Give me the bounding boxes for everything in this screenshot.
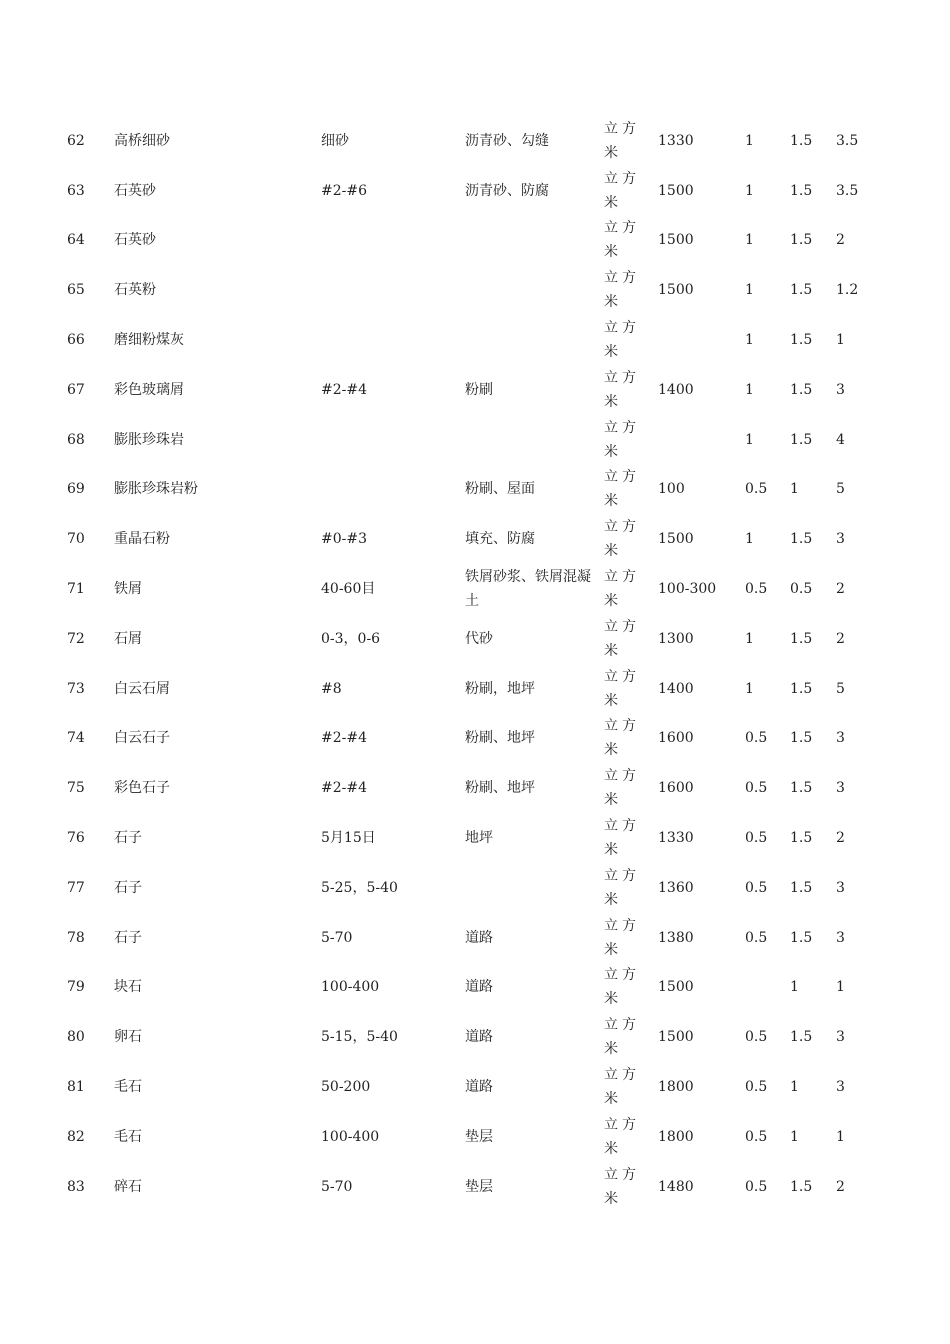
value-1: 0.5 <box>745 730 768 747</box>
value-2: 1.5 <box>790 381 813 398</box>
row-number: 81 <box>67 1079 85 1096</box>
row-number: 76 <box>67 830 85 847</box>
material-name: 膨胀珍珠岩 <box>114 431 184 448</box>
material-density: 1360 <box>658 879 694 896</box>
table-row <box>0 664 950 714</box>
value-3: 2 <box>836 581 845 598</box>
value-2: 1.5 <box>790 332 813 349</box>
material-use: 道路 <box>465 979 493 996</box>
material-unit: 立方米 <box>604 220 640 261</box>
material-spec: 100-400 <box>321 979 380 996</box>
value-2: 1.5 <box>790 680 813 697</box>
material-spec: #2-#4 <box>321 730 368 747</box>
material-unit: 立方米 <box>604 369 640 410</box>
value-1: 0.5 <box>745 1029 768 1046</box>
row-number: 68 <box>67 431 85 448</box>
value-2: 1.5 <box>790 830 813 847</box>
material-name: 重晶石粉 <box>114 531 170 548</box>
value-3: 5 <box>836 680 845 697</box>
table-row <box>0 465 950 515</box>
material-use: 粉刷 <box>465 381 493 398</box>
value-1: 1 <box>745 232 754 249</box>
material-spec: 50-200 <box>321 1079 371 1096</box>
value-1: 1 <box>745 630 754 647</box>
row-number: 74 <box>67 730 85 747</box>
material-name: 彩色玻璃屑 <box>114 381 184 398</box>
value-3: 1 <box>836 1128 845 1145</box>
material-use: 道路 <box>465 929 493 946</box>
value-1: 0.5 <box>745 929 768 946</box>
table-row <box>0 216 950 266</box>
material-spec: #0-#3 <box>321 531 368 548</box>
material-unit: 立方米 <box>604 618 640 659</box>
material-name: 白云石子 <box>114 730 170 747</box>
value-1: 1 <box>745 332 754 349</box>
value-2: 1.5 <box>790 929 813 946</box>
material-unit: 立方米 <box>604 519 640 560</box>
row-number: 82 <box>67 1128 85 1145</box>
value-1: 1 <box>745 132 754 149</box>
row-number: 72 <box>67 630 85 647</box>
value-2: 1.5 <box>790 182 813 199</box>
material-spec: #2-#4 <box>321 381 368 398</box>
row-number: 83 <box>67 1178 85 1195</box>
material-density: 1330 <box>658 132 694 149</box>
value-2: 1 <box>790 481 799 498</box>
value-3: 3 <box>836 381 845 398</box>
material-spec: 细砂 <box>321 132 349 149</box>
material-use: 道路 <box>465 1029 493 1046</box>
material-spec <box>321 465 451 515</box>
material-density: 1400 <box>658 381 694 398</box>
material-unit: 立方米 <box>604 1067 640 1108</box>
value-1: 0.5 <box>745 1128 768 1145</box>
value-3: 3.5 <box>836 132 859 149</box>
material-use <box>465 415 595 465</box>
value-3: 2 <box>836 630 845 647</box>
material-unit: 立方米 <box>604 270 640 311</box>
material-name: 碎石 <box>114 1178 142 1195</box>
table-row <box>0 365 950 415</box>
material-unit: 立方米 <box>604 320 640 361</box>
value-1: 0.5 <box>745 780 768 797</box>
row-number: 66 <box>67 332 85 349</box>
material-use <box>465 265 595 315</box>
material-use: 填充、防腐 <box>465 531 535 548</box>
value-2: 1.5 <box>790 531 813 548</box>
value-3: 3 <box>836 929 845 946</box>
table-row <box>0 1112 950 1162</box>
row-number: 71 <box>67 581 85 598</box>
material-density: 1600 <box>658 780 694 797</box>
value-2: 0.5 <box>790 581 813 598</box>
material-spec: 5-15，5-40 <box>321 1029 398 1046</box>
material-spec <box>321 216 451 266</box>
material-spec: 100-400 <box>321 1128 380 1145</box>
value-2: 1.5 <box>790 1178 813 1195</box>
material-name: 石子 <box>114 929 142 946</box>
material-density: 1380 <box>658 929 694 946</box>
value-2: 1.5 <box>790 879 813 896</box>
value-3: 1 <box>836 979 845 996</box>
material-unit: 立方米 <box>604 419 640 460</box>
material-use: 沥青砂、勾缝 <box>465 132 549 149</box>
value-2: 1.5 <box>790 132 813 149</box>
material-name: 毛石 <box>114 1128 142 1145</box>
material-name: 石英砂 <box>114 182 156 199</box>
material-density: 1800 <box>658 1128 694 1145</box>
value-1: 0.5 <box>745 481 768 498</box>
value-3: 3 <box>836 531 845 548</box>
table-row <box>0 415 950 465</box>
value-3: 1 <box>836 332 845 349</box>
material-spec <box>321 315 451 365</box>
material-density: 1480 <box>658 1178 694 1195</box>
material-name: 铁屑 <box>114 581 142 598</box>
value-2: 1 <box>790 1128 799 1145</box>
material-unit: 立方米 <box>604 120 640 161</box>
table-row <box>0 116 950 166</box>
material-density: 1500 <box>658 1029 694 1046</box>
material-density <box>658 315 738 365</box>
material-spec: 0-3，0-6 <box>321 630 381 647</box>
material-spec: #2-#4 <box>321 780 368 797</box>
row-number: 69 <box>67 481 85 498</box>
value-1: 1 <box>745 680 754 697</box>
table-row <box>0 714 950 764</box>
value-3: 3 <box>836 780 845 797</box>
table-row <box>0 913 950 963</box>
row-number: 67 <box>67 381 85 398</box>
material-density: 1500 <box>658 979 694 996</box>
value-1: 1 <box>745 381 754 398</box>
material-unit: 立方米 <box>604 1166 640 1207</box>
material-density: 1500 <box>658 531 694 548</box>
material-use: 铁屑砂浆、铁屑混凝土 <box>465 569 591 610</box>
material-density: 100-300 <box>658 581 717 598</box>
table-row <box>0 813 950 863</box>
material-name: 高桥细砂 <box>114 132 170 149</box>
material-unit: 立方米 <box>604 867 640 908</box>
material-use: 粉刷、屋面 <box>465 481 535 498</box>
row-number: 80 <box>67 1029 85 1046</box>
material-name: 毛石 <box>114 1079 142 1096</box>
material-name: 白云石屑 <box>114 680 170 697</box>
value-2: 1.5 <box>790 1029 813 1046</box>
value-3: 1.2 <box>836 282 859 299</box>
material-unit: 立方米 <box>604 818 640 859</box>
material-use <box>465 216 595 266</box>
material-density: 1500 <box>658 232 694 249</box>
material-unit: 立方米 <box>604 1017 640 1058</box>
row-number: 70 <box>67 531 85 548</box>
table-row <box>0 166 950 216</box>
value-1: 1 <box>745 182 754 199</box>
value-3: 2 <box>836 830 845 847</box>
row-number: 62 <box>67 132 85 149</box>
material-use: 粉刷，地坪 <box>465 680 535 697</box>
value-1: 1 <box>745 431 754 448</box>
value-2: 1.5 <box>790 730 813 747</box>
value-3: 2 <box>836 232 845 249</box>
material-use: 代砂 <box>465 630 493 647</box>
value-3: 4 <box>836 431 845 448</box>
table-row <box>0 315 950 365</box>
material-use <box>465 315 595 365</box>
row-number: 73 <box>67 680 85 697</box>
table-row <box>0 614 950 664</box>
value-1: 1 <box>745 282 754 299</box>
material-density: 1800 <box>658 1079 694 1096</box>
value-1: 1 <box>745 531 754 548</box>
row-number: 65 <box>67 282 85 299</box>
material-density: 1400 <box>658 680 694 697</box>
material-density: 1330 <box>658 830 694 847</box>
material-name: 磨细粉煤灰 <box>114 332 184 349</box>
value-3: 3 <box>836 1079 845 1096</box>
value-1: 0.5 <box>745 830 768 847</box>
material-use: 粉刷、地坪 <box>465 780 535 797</box>
material-spec: #8 <box>321 680 342 697</box>
material-name: 膨胀珍珠岩粉 <box>114 481 198 498</box>
table-row <box>0 863 950 913</box>
value-2: 1.5 <box>790 780 813 797</box>
material-name: 卵石 <box>114 1029 142 1046</box>
material-spec: 5月15日 <box>321 830 376 847</box>
value-2: 1 <box>790 1079 799 1096</box>
material-density: 100 <box>658 481 685 498</box>
material-spec: #2-#6 <box>321 182 368 199</box>
material-spec: 5-25，5-40 <box>321 879 398 896</box>
material-use: 粉刷、地坪 <box>465 730 535 747</box>
table-row <box>0 564 950 614</box>
value-3: 3 <box>836 730 845 747</box>
table-row <box>0 963 950 1013</box>
row-number: 78 <box>67 929 85 946</box>
material-use <box>465 863 595 913</box>
material-use: 垫层 <box>465 1178 493 1195</box>
material-spec <box>321 415 451 465</box>
material-unit: 立方米 <box>604 469 640 510</box>
material-name: 石子 <box>114 830 142 847</box>
row-number: 75 <box>67 780 85 797</box>
table-row <box>0 1012 950 1062</box>
material-spec <box>321 265 451 315</box>
material-unit: 立方米 <box>604 768 640 809</box>
material-use: 沥青砂、防腐 <box>465 182 549 199</box>
material-use: 地坪 <box>465 830 493 847</box>
material-use: 垫层 <box>465 1128 493 1145</box>
material-unit: 立方米 <box>604 668 640 709</box>
material-unit: 立方米 <box>604 170 640 211</box>
material-name: 石子 <box>114 879 142 896</box>
row-number: 64 <box>67 232 85 249</box>
value-3: 3.5 <box>836 182 859 199</box>
material-unit: 立方米 <box>604 967 640 1008</box>
table-row <box>0 265 950 315</box>
value-2: 1.5 <box>790 630 813 647</box>
material-density: 1500 <box>658 182 694 199</box>
table-row <box>0 1162 950 1212</box>
material-unit: 立方米 <box>604 917 640 958</box>
material-unit: 立方米 <box>604 569 640 610</box>
material-unit: 立方米 <box>604 1116 640 1157</box>
material-name: 石英粉 <box>114 282 156 299</box>
material-spec: 40-60目 <box>321 581 376 598</box>
value-3: 3 <box>836 1029 845 1046</box>
value-3: 2 <box>836 1178 845 1195</box>
row-number: 77 <box>67 879 85 896</box>
value-2: 1 <box>790 979 799 996</box>
material-density: 1600 <box>658 730 694 747</box>
materials-table <box>0 116 950 1212</box>
value-2: 1.5 <box>790 282 813 299</box>
material-name: 石英砂 <box>114 232 156 249</box>
table-row <box>0 514 950 564</box>
row-number: 63 <box>67 182 85 199</box>
table-row <box>0 763 950 813</box>
value-3: 3 <box>836 879 845 896</box>
material-name: 石屑 <box>114 630 142 647</box>
value-1: 0.5 <box>745 1079 768 1096</box>
material-spec: 5-70 <box>321 1178 353 1195</box>
value-1: 0.5 <box>745 1178 768 1195</box>
material-use: 道路 <box>465 1079 493 1096</box>
material-spec: 5-70 <box>321 929 353 946</box>
value-2: 1.5 <box>790 232 813 249</box>
material-name: 彩色石子 <box>114 780 170 797</box>
value-3: 5 <box>836 481 845 498</box>
row-number: 79 <box>67 979 85 996</box>
material-density: 1300 <box>658 630 694 647</box>
material-density <box>658 415 738 465</box>
table-row <box>0 1062 950 1112</box>
material-unit: 立方米 <box>604 718 640 759</box>
material-density: 1500 <box>658 282 694 299</box>
value-1 <box>745 963 785 1013</box>
value-2: 1.5 <box>790 431 813 448</box>
value-1: 0.5 <box>745 879 768 896</box>
value-1: 0.5 <box>745 581 768 598</box>
material-name: 块石 <box>114 979 142 996</box>
